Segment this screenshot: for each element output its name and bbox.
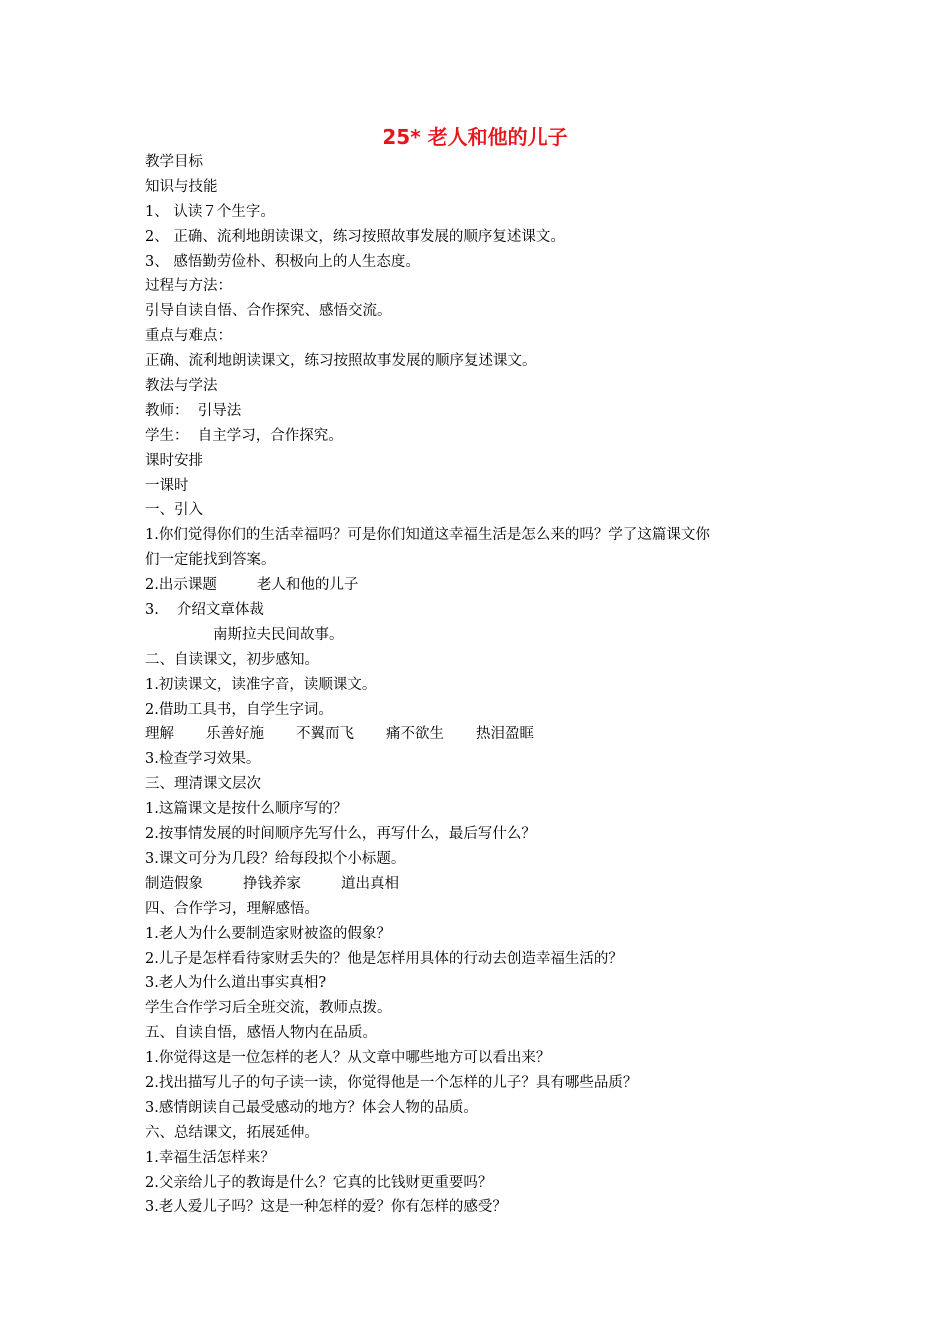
text-segment: 老人和他的儿子 — [256, 577, 359, 594]
text-line: 3.感情朗读自己最受感动的地方？体会人物的品质。 — [145, 1099, 478, 1116]
text-line: 五、自读自悟，感悟人物内在品质。 — [145, 1025, 377, 1042]
vocabulary-term: 不翼而飞 — [296, 726, 354, 743]
text-segment: 2.出示课题 — [145, 577, 217, 594]
subtitle-term: 制造假象 — [145, 875, 203, 892]
text-line: 3.检查学习效果。 — [145, 751, 261, 768]
vocabulary-term: 热泪盈眶 — [476, 726, 534, 743]
text-line: 过程与方法： — [145, 278, 232, 295]
text-line: 2.找出描写儿子的句子读一读，你觉得他是一个怎样的儿子？具有哪些品质？ — [145, 1074, 638, 1091]
text-line: 3.老人爱儿子吗？这是一种怎样的爱？你有怎样的感受？ — [145, 1199, 507, 1216]
text-line: 南斯拉夫民间故事。 — [213, 626, 344, 643]
text-line: 3.课文可分为几段？给每段拟个小标题。 — [145, 850, 406, 867]
text-line: 二、自读课文，初步感知。 — [145, 651, 319, 668]
subtitle-term: 道出真相 — [341, 875, 399, 892]
subtitle-line — [145, 872, 825, 897]
text-line: 正确、流利地朗读课文，练习按照故事发展的顺序复述课文。 — [145, 353, 537, 370]
text-line: 教法与学法 — [145, 378, 218, 395]
document-title: 25* 老人和他的儿子 — [382, 125, 568, 149]
text-line: 们一定能找到答案。 — [145, 552, 276, 569]
text-line: 2.儿子是怎样看待家财丢失的？他是怎样用具体的行动去创造幸福生活的？ — [145, 950, 623, 967]
text-line: 1.你们觉得你们的生活幸福吗？可是你们知道这幸福生活是怎么来的吗？学了这篇课文你 — [145, 527, 710, 544]
text-line: 1.你觉得这是一位怎样的老人？从文章中哪些地方可以看出来？ — [145, 1050, 551, 1067]
text-segment: 3. — [145, 602, 159, 619]
vocabulary-term: 乐善好施 — [206, 726, 264, 743]
text-line: 2.借助工具书，自学生字词。 — [145, 701, 333, 718]
text-line: 3.老人为什么道出事实真相? — [145, 975, 327, 992]
text-line-genre — [145, 598, 825, 623]
text-line: 一课时 — [145, 477, 189, 494]
vocabulary-term: 痛不欲生 — [386, 726, 444, 743]
text-line-with-title — [145, 573, 825, 598]
text-line: 一、引入 — [145, 502, 203, 519]
text-line: 3、 感悟勤劳俭朴、积极向上的人生态度。 — [145, 253, 420, 270]
text-line: 1.幸福生活怎样来？ — [145, 1149, 275, 1166]
text-line: 重点与难点： — [145, 328, 232, 345]
text-line: 2.按事情发展的时间顺序先写什么，再写什么，最后写什么？ — [145, 826, 536, 843]
text-line: 学生： 自主学习，合作探究。 — [145, 427, 343, 444]
text-line: 1.老人为什么要制造家财被盗的假象？ — [145, 925, 391, 942]
subtitle-term: 挣钱养家 — [243, 875, 301, 892]
text-line: 知识与技能 — [145, 178, 218, 195]
text-line: 引导自读自悟、合作探究、感悟交流。 — [145, 303, 392, 320]
text-line: 课时安排 — [145, 452, 203, 469]
text-line: 六、总结课文，拓展延伸。 — [145, 1124, 319, 1141]
text-line: 三、理清课文层次 — [145, 776, 261, 793]
text-line: 学生合作学习后全班交流，教师点拨。 — [145, 1000, 392, 1017]
text-line: 教师： 引导法 — [145, 402, 242, 419]
text-line: 2、 正确、流利地朗读课文，练习按照故事发展的顺序复述课文。 — [145, 228, 565, 245]
text-line: 1.这篇课文是按什么顺序写的？ — [145, 801, 348, 818]
text-line: 教学目标 — [145, 154, 203, 170]
vocabulary-term: 理解 — [145, 726, 174, 743]
text-line: 四、合作学习，理解感悟。 — [145, 900, 319, 917]
text-line: 2.父亲给儿子的教诲是什么？它真的比钱财更重要吗？ — [145, 1174, 493, 1191]
text-line: 1、 认读７个生字。 — [145, 203, 275, 220]
text-segment: 介绍文章体裁 — [176, 602, 264, 619]
document-body — [145, 150, 825, 1220]
vocabulary-line — [145, 722, 825, 747]
text-line: 1.初读课文，读准字音，读顺课文。 — [145, 676, 377, 693]
